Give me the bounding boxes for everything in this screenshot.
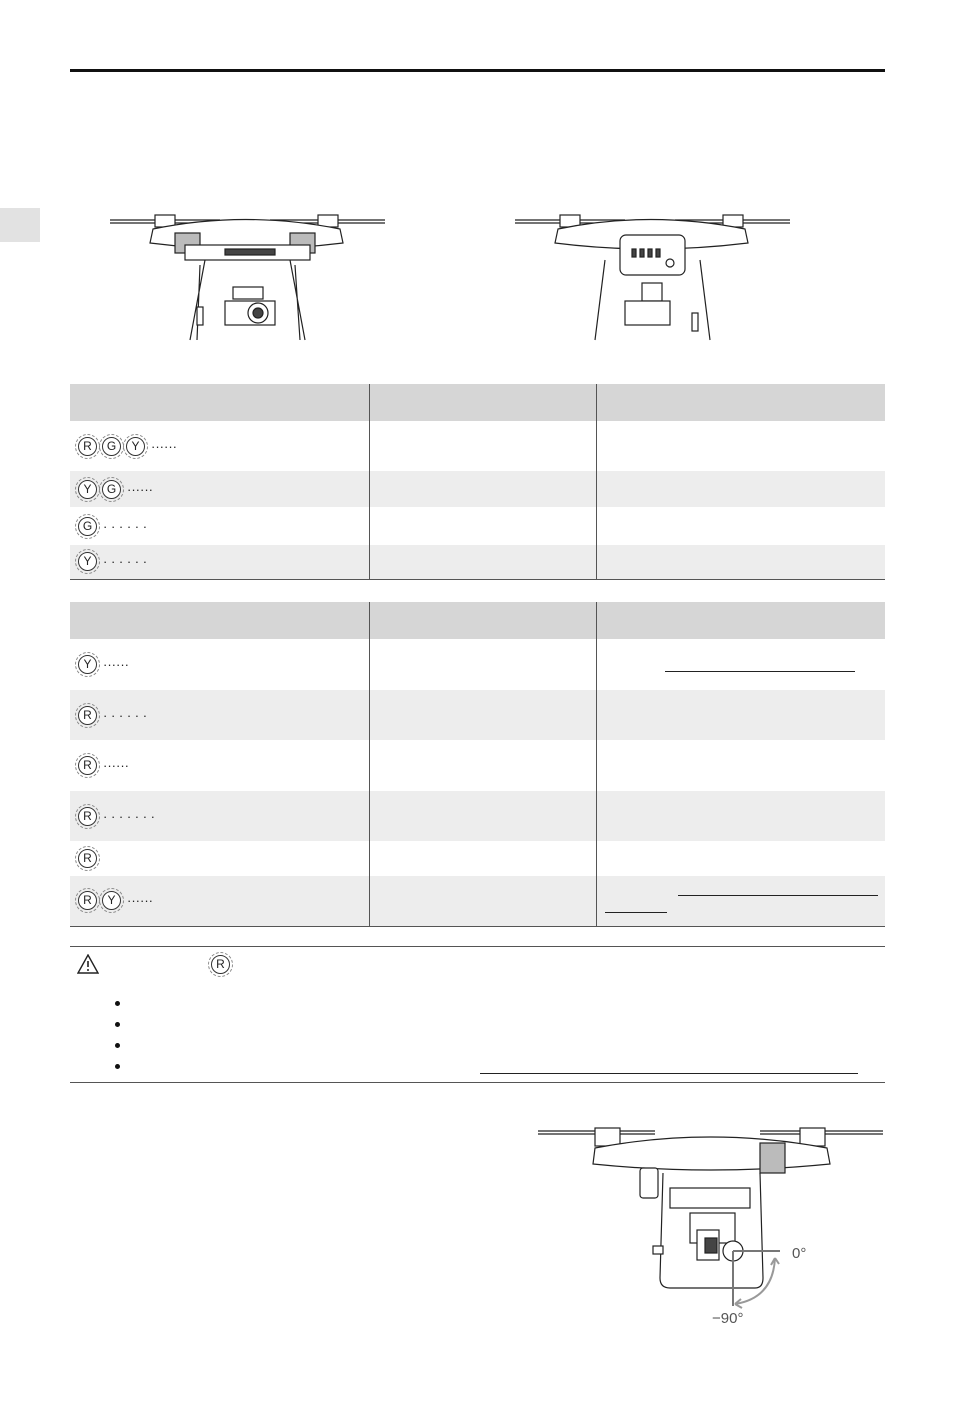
cell bbox=[369, 545, 596, 579]
cell bbox=[369, 740, 596, 791]
bullet-point bbox=[115, 1001, 120, 1006]
warning-triangle-icon bbox=[77, 954, 99, 974]
led-pattern-cell bbox=[70, 421, 369, 471]
gimbal-angle-illustration bbox=[535, 1118, 890, 1333]
cell bbox=[369, 507, 596, 545]
angle-label-0: 0° bbox=[792, 1245, 807, 1262]
led-pattern-cell bbox=[70, 841, 369, 876]
cell bbox=[596, 639, 885, 690]
led-indicator-icon: G bbox=[78, 517, 97, 536]
led-pattern-cell bbox=[70, 471, 369, 507]
link-underline bbox=[605, 912, 667, 913]
blink-dots: · · · · · · bbox=[103, 554, 148, 570]
led-pattern-cell bbox=[70, 545, 369, 579]
bullet-point bbox=[115, 1064, 120, 1069]
led-pattern-cell bbox=[70, 876, 369, 926]
blink-dots: ······ bbox=[127, 893, 153, 909]
cell bbox=[369, 841, 596, 876]
cell bbox=[369, 421, 596, 471]
table-row bbox=[70, 740, 885, 791]
cell bbox=[369, 690, 596, 740]
led-pattern-cell bbox=[70, 690, 369, 740]
warning-box bbox=[70, 946, 885, 1083]
table-header-row bbox=[70, 602, 885, 639]
link-underline bbox=[480, 1073, 858, 1074]
cell bbox=[596, 740, 885, 791]
blink-dots: ······ bbox=[127, 481, 153, 497]
led-indicator-icon: R bbox=[78, 849, 97, 868]
led-indicator-icon: Y bbox=[78, 480, 97, 499]
table-header-row bbox=[70, 384, 885, 421]
link-underline bbox=[678, 895, 878, 896]
led-indicator-icon: R bbox=[78, 807, 97, 826]
header-cell bbox=[70, 384, 369, 421]
led-indicator-icon: G bbox=[102, 437, 121, 456]
table-row bbox=[70, 690, 885, 740]
table-row bbox=[70, 545, 885, 579]
angle-label-minus-90: −90° bbox=[712, 1310, 744, 1327]
led-indicator-icon: G bbox=[102, 480, 121, 499]
table-row bbox=[70, 507, 885, 545]
table-row bbox=[70, 791, 885, 841]
led-indicator-icon: Y bbox=[102, 891, 121, 910]
blink-dots: ······ bbox=[151, 438, 177, 454]
cell bbox=[369, 639, 596, 690]
led-indicator-icon: Y bbox=[126, 437, 145, 456]
led-pattern-cell bbox=[70, 507, 369, 545]
table-row bbox=[70, 421, 885, 471]
blink-dots: · · · · · · · bbox=[103, 808, 155, 824]
drone-rear-illustration bbox=[510, 205, 795, 350]
led-indicator-icon: R bbox=[78, 706, 97, 725]
table-row bbox=[70, 639, 885, 690]
blink-dots: · · · · · · bbox=[103, 707, 148, 723]
header-cell bbox=[369, 384, 596, 421]
led-indicator-icon: Y bbox=[78, 552, 97, 571]
cell bbox=[596, 690, 885, 740]
led-pattern-cell bbox=[70, 791, 369, 841]
header-cell bbox=[596, 384, 885, 421]
drone-front-illustration bbox=[105, 205, 390, 350]
table-row bbox=[70, 876, 885, 926]
header-rule bbox=[70, 69, 885, 72]
led-pattern-cell bbox=[70, 740, 369, 791]
status-table-2 bbox=[70, 602, 885, 927]
cell bbox=[596, 471, 885, 507]
header-cell bbox=[369, 602, 596, 639]
header-cell bbox=[596, 602, 885, 639]
cell bbox=[596, 791, 885, 841]
blink-dots: ······ bbox=[103, 657, 129, 672]
led-indicator-icon: R bbox=[78, 891, 97, 910]
led-indicator-icon: R bbox=[211, 955, 230, 974]
led-pattern-cell bbox=[70, 639, 369, 690]
table-row bbox=[70, 471, 885, 507]
side-tab bbox=[0, 208, 40, 242]
cell bbox=[369, 876, 596, 926]
led-indicator-icon: R bbox=[78, 756, 97, 775]
blink-dots: ······ bbox=[103, 758, 129, 773]
cell bbox=[596, 841, 885, 876]
led-indicator-icon: Y bbox=[78, 655, 97, 674]
cell bbox=[369, 471, 596, 507]
led-indicator-icon: R bbox=[78, 437, 97, 456]
cell bbox=[596, 545, 885, 579]
status-table-1 bbox=[70, 384, 885, 580]
bullet-point bbox=[115, 1043, 120, 1048]
cell bbox=[596, 876, 885, 926]
bullet-point bbox=[115, 1022, 120, 1027]
header-cell bbox=[70, 602, 369, 639]
cell bbox=[369, 791, 596, 841]
cell bbox=[596, 421, 885, 471]
table-row bbox=[70, 841, 885, 876]
blink-dots: · · · · · · bbox=[103, 518, 148, 534]
link-underline bbox=[665, 671, 855, 672]
cell bbox=[596, 507, 885, 545]
